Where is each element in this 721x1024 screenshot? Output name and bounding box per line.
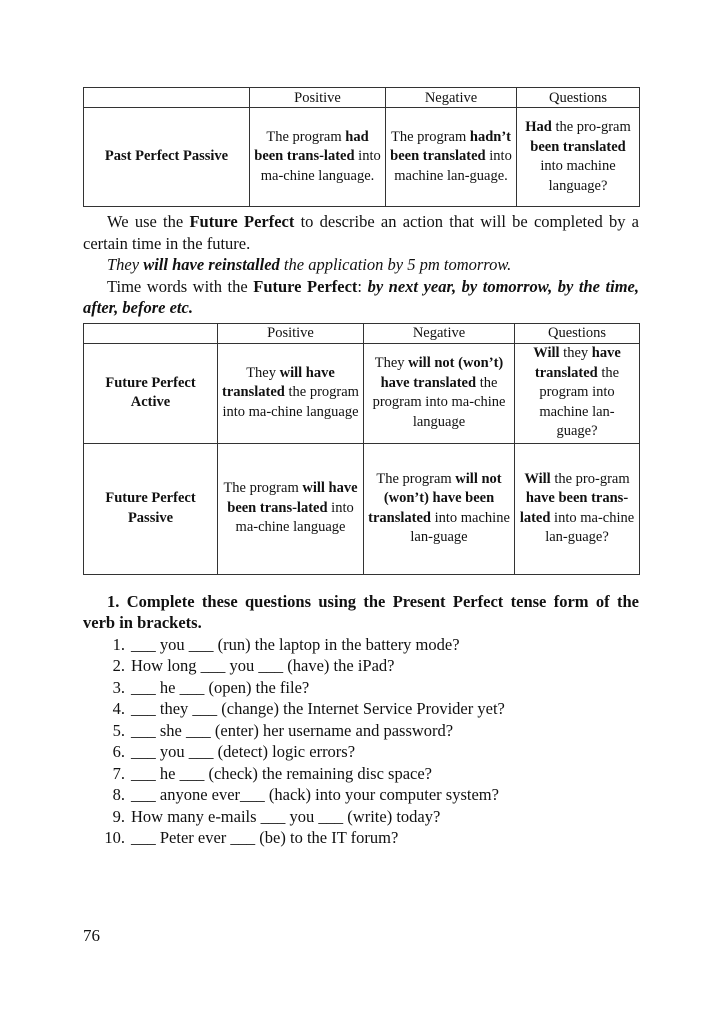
positive-cell: [218, 443, 364, 574]
list-item: [83, 634, 639, 656]
page-content: [83, 87, 639, 849]
text-segment: The program: [376, 470, 456, 487]
list-item: [83, 655, 639, 677]
question-cell: [515, 343, 640, 443]
header-negative: Negative: [364, 323, 515, 343]
item-text: ___ she ___ (enter) her username and password?: [131, 720, 454, 740]
positive-cell: [250, 108, 386, 207]
time-words-list: by next year, by tomorrow, by the time, after, before etc.: [83, 276, 640, 317]
bold-text: Had: [525, 119, 552, 135]
item-text: ___ you ___ (detect) logic errors?: [131, 742, 356, 761]
header-negative: Negative: [386, 88, 517, 108]
list-item: [83, 741, 639, 763]
future-perfect-table: [83, 323, 640, 575]
text-segment: We use the: [107, 212, 190, 231]
text-segment: :: [357, 276, 368, 296]
text-segment: into ma-chine language.: [260, 148, 381, 184]
item-text: ___ they ___ (change) the Internet Service Provider yet?: [131, 699, 505, 718]
negative-cell: [364, 443, 515, 574]
row-label: Future Perfect Passive: [84, 443, 218, 574]
header-questions: Questions: [517, 88, 640, 108]
text-segment: They: [374, 355, 409, 371]
bold-text: Will: [533, 345, 560, 362]
question-cell: [515, 443, 640, 574]
item-number: 5.: [112, 720, 125, 740]
bold-text: will have translated: [222, 364, 335, 401]
text-segment: to describe an action that will be completed by a certain time in the future.: [83, 212, 640, 253]
header-positive: Positive: [218, 323, 364, 343]
row-label: Future Perfect Active: [84, 343, 218, 443]
header-empty: [84, 88, 250, 108]
bold-text: have translated: [534, 345, 621, 381]
bold-text: hadn’t been translated: [390, 128, 512, 165]
negative-cell: [386, 108, 517, 207]
item-number: 1.: [112, 634, 125, 654]
text-segment: the program into ma-chine language: [372, 374, 506, 430]
item-number: 6.: [112, 742, 125, 761]
table-row: [84, 443, 640, 574]
bold-text: will have been trans-lated: [227, 480, 358, 516]
item-number: 8.: [112, 785, 125, 804]
item-text: ___ he ___ (check) the remaining disc space?: [131, 763, 433, 783]
bold-term: Future Perfect: [189, 212, 295, 231]
text-segment: the program into machine lan-guage?: [539, 364, 620, 440]
bold-term: will have reinstalled: [143, 255, 280, 274]
bold-text: had been trans-lated: [254, 128, 369, 165]
text-segment: into machine lan-guage: [410, 509, 510, 545]
text-segment: into ma-chine language: [235, 499, 354, 536]
header-empty: [84, 323, 218, 343]
text-segment: the application by 5 pm tomorrow.: [279, 255, 512, 274]
question-cell: [517, 108, 640, 207]
bold-text: have been trans-lated: [519, 490, 629, 526]
list-item: [83, 806, 639, 828]
header-positive: Positive: [250, 88, 386, 108]
list-item: [83, 677, 639, 699]
table-row: [84, 343, 640, 443]
item-number: 4.: [112, 699, 125, 718]
bold-text: will not (won’t) have translated: [380, 355, 504, 391]
negative-cell: [364, 343, 515, 443]
item-text: ___ Peter ever ___ (be) to the IT forum?: [131, 828, 399, 847]
table-row: [84, 108, 640, 207]
list-item: [83, 784, 639, 806]
text-segment: into machine lan-guage.: [394, 148, 512, 184]
text-segment: the pro-gram: [550, 470, 630, 487]
item-number: 9.: [112, 806, 125, 826]
header-questions: Questions: [515, 323, 640, 343]
text-segment: Time words with the: [107, 276, 254, 296]
item-text: ___ anyone ever___ (hack) into your computer system?: [131, 785, 499, 804]
bold-text: Will: [524, 470, 551, 487]
past-perfect-passive-table: [83, 87, 640, 207]
table-header-row: [84, 323, 640, 343]
item-number: 10.: [104, 828, 125, 847]
positive-cell: [218, 343, 364, 443]
row-label: Past Perfect Passive: [84, 108, 250, 207]
item-text: How many e-mails ___ you ___ (write) today?: [131, 806, 441, 826]
item-text: ___ he ___ (open) the file?: [131, 677, 310, 697]
list-item: [83, 698, 639, 720]
future-perfect-paragraph: [83, 211, 639, 254]
text-segment: they: [559, 345, 592, 362]
item-text: How long ___ you ___ (have) the iPad?: [131, 656, 395, 675]
text-segment: the pro-gram: [551, 119, 631, 135]
list-item: [83, 827, 639, 849]
example-sentence: [83, 254, 639, 276]
table-header-row: [84, 88, 640, 108]
time-words-paragraph: [83, 276, 639, 319]
bold-text: been translated: [530, 138, 626, 155]
item-number: 2.: [112, 656, 125, 675]
text-segment: into ma-chine lan-guage?: [545, 509, 635, 545]
list-item: [83, 720, 639, 742]
text-segment: They: [107, 255, 144, 274]
text-segment: into machine language?: [540, 158, 616, 194]
page-number: 76: [83, 926, 100, 945]
item-number: 3.: [112, 677, 125, 697]
bold-text: will not (won’t) have been translated: [368, 470, 502, 526]
item-text: ___ you ___ (run) the laptop in the battery mode?: [131, 634, 460, 654]
exercise-list: [83, 634, 639, 849]
text-segment: the program into ma-chine language: [222, 384, 359, 420]
item-number: 7.: [112, 763, 125, 783]
list-item: [83, 763, 639, 785]
text-segment: They: [246, 364, 280, 381]
text-segment: The program: [390, 128, 470, 145]
bold-term: Future Perfect: [253, 276, 358, 296]
text-segment: The program: [266, 128, 346, 145]
text-segment: The program: [223, 480, 303, 497]
exercise-title: 1. Complete these questions using the Present Perfect tense form of the verb in brackets.: [83, 591, 639, 632]
